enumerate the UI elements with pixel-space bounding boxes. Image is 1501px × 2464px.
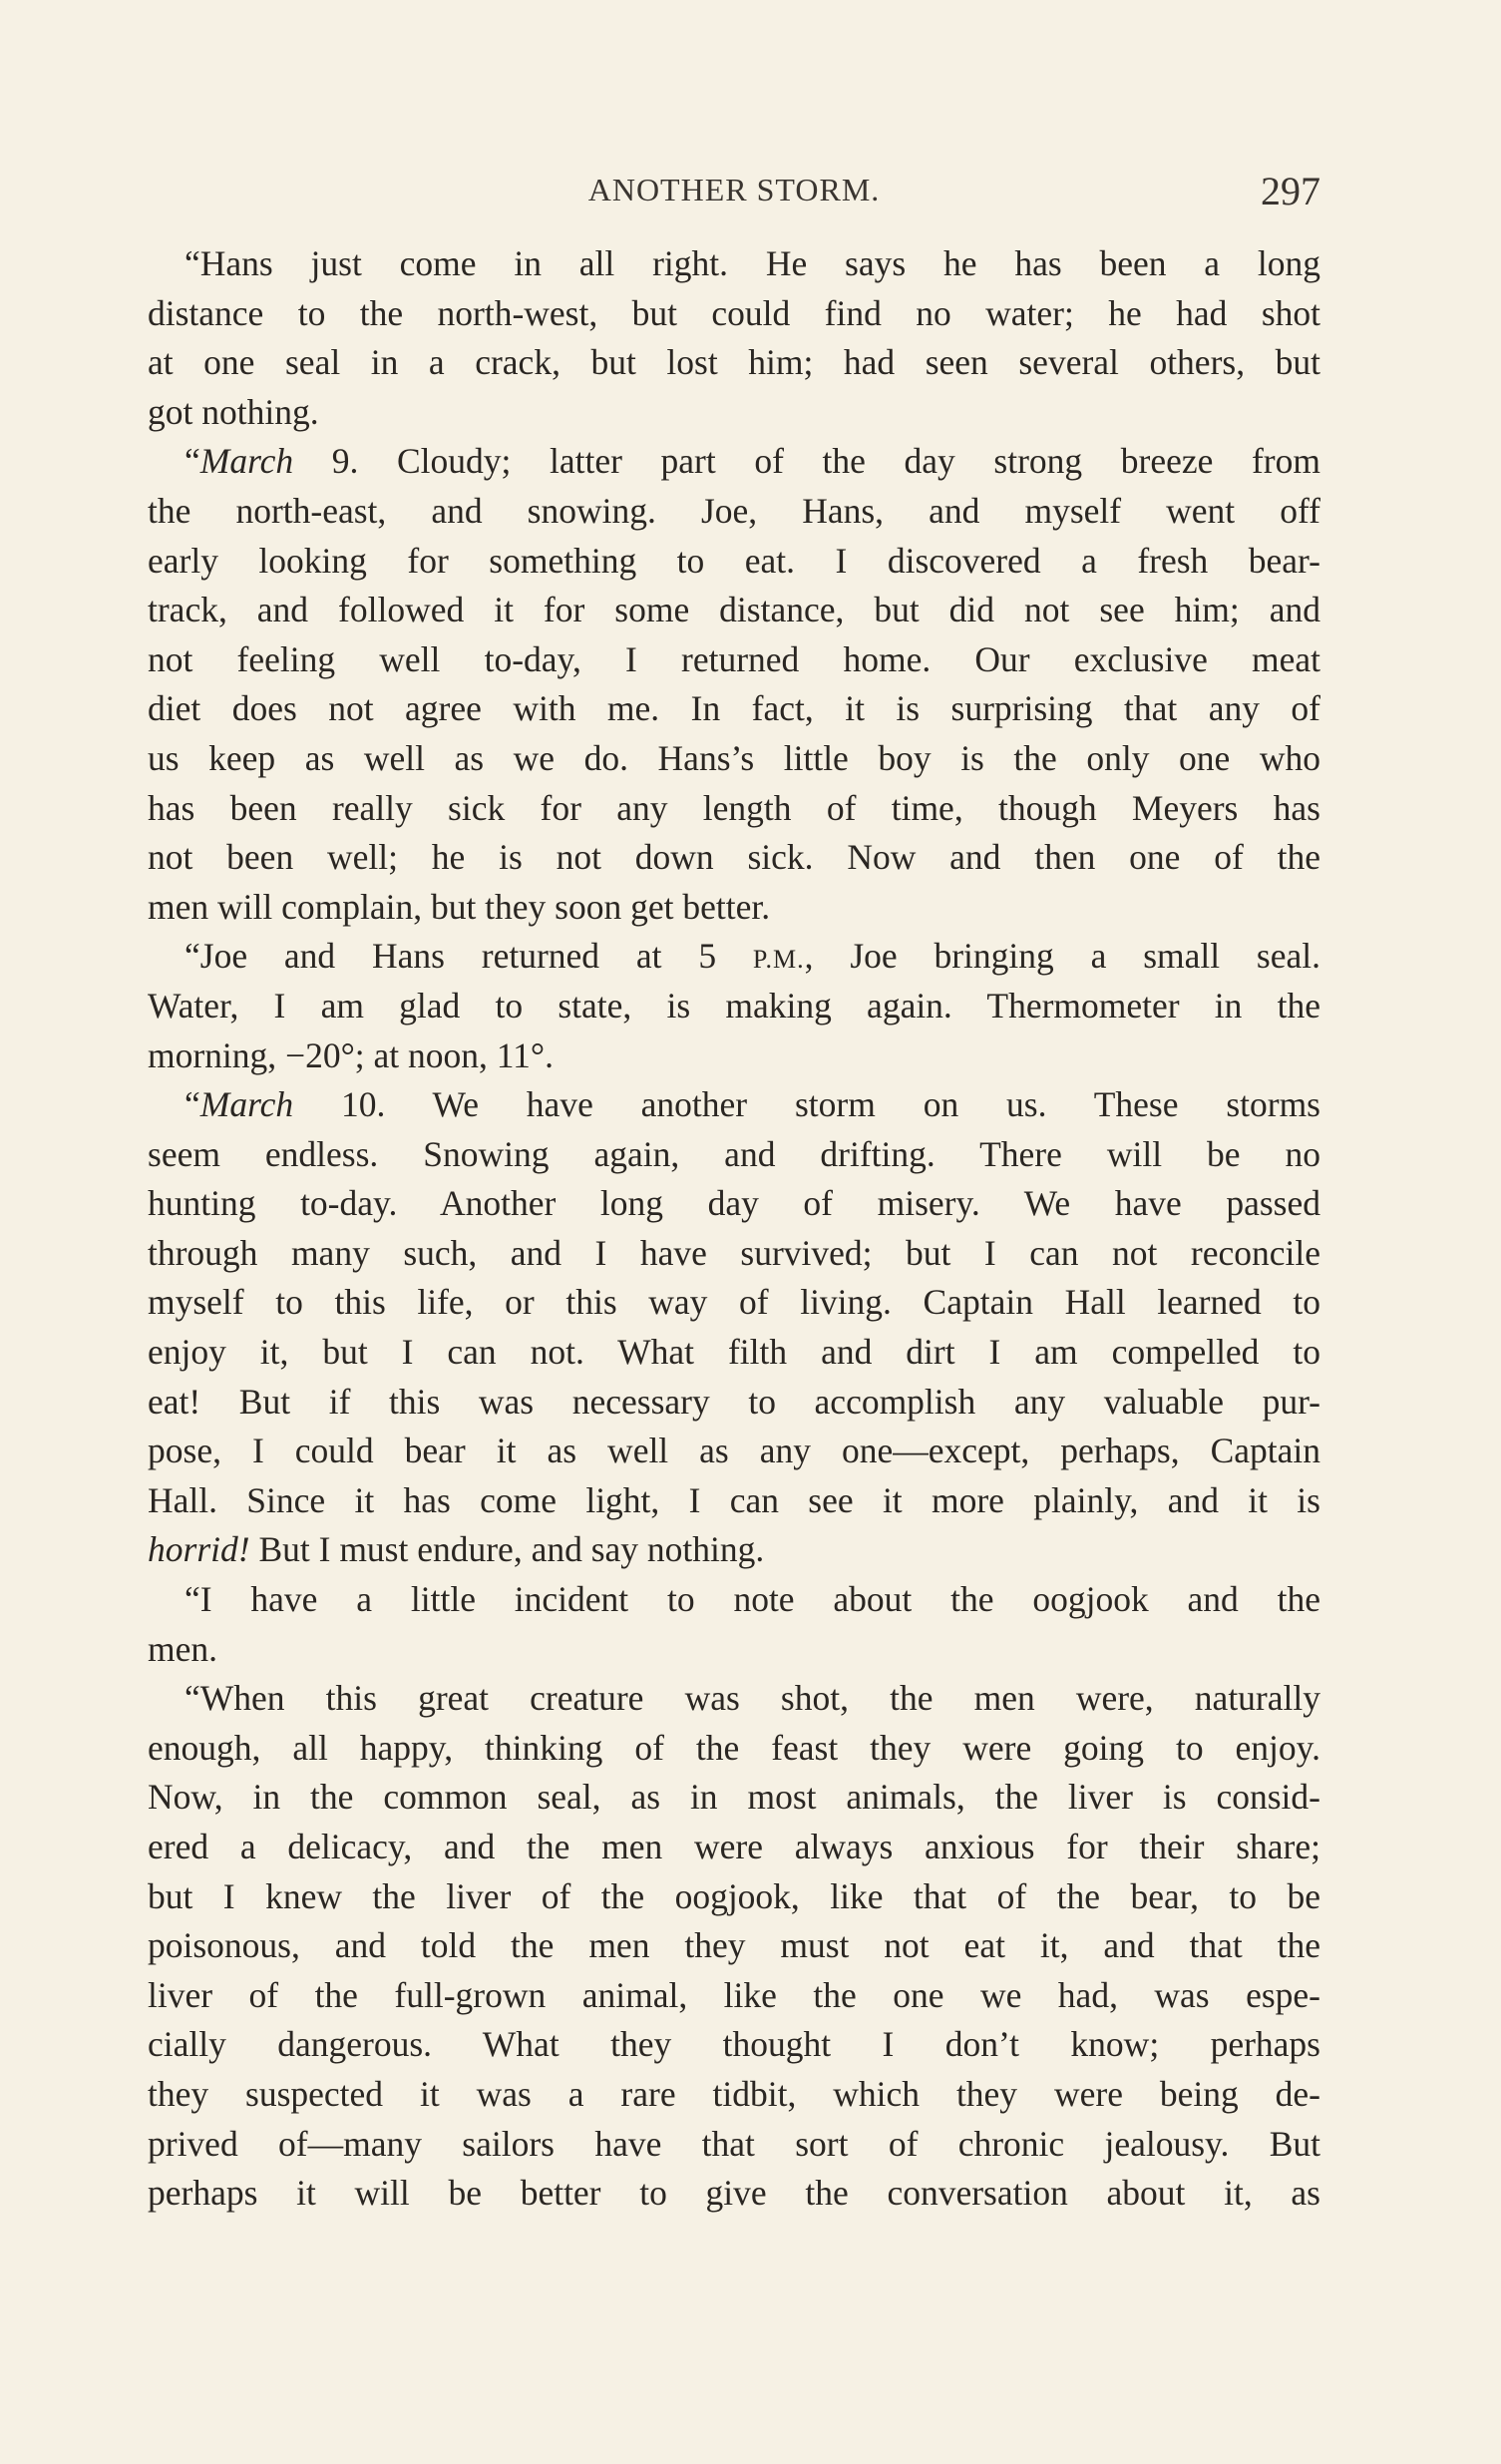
- text-line: poisonous, and told the men they must not eat it, and that the: [148, 1925, 1320, 1966]
- text-line: liver of the full-grown animal, like the one we had, was espe-: [148, 1974, 1320, 2015]
- text-line: “Hans just come in all right. He says he has been a long: [185, 243, 1320, 283]
- text-line: not feeling well to-day, I returned home. Our exclusive meat: [148, 638, 1320, 679]
- text-line: through many such, and I have survived; but I can not reconcile: [148, 1232, 1320, 1273]
- text-line: ered a delicacy, and the men were always anxious for their share;: [148, 1827, 1320, 1866]
- time-abbrev: P.M.: [752, 945, 805, 975]
- text-line: [148, 437, 1320, 487]
- text-line: men will complain, but they soon get better.: [148, 886, 771, 927]
- text-line: but I knew the liver of the oogjook, like that of the bear, to be: [148, 1875, 1320, 1916]
- entry-date: March: [199, 441, 294, 482]
- text-line: [148, 1525, 1320, 1575]
- text-line: Hall. Since it has come light, I can see it more plainly, and it is: [148, 1479, 1320, 1520]
- text-line: Water, I am glad to state, is making again. Thermometer in the: [148, 985, 1320, 1026]
- running-title: ANOTHER STORM.: [587, 172, 881, 207]
- text-line: prived of—many sailors have that sort of chronic jealousy. But: [148, 2123, 1320, 2164]
- text-line: not been well; he is not down sick. Now and then one of the: [148, 837, 1320, 878]
- text-line: enough, all happy, thinking of the feast they were going to enjoy.: [148, 1727, 1320, 1768]
- text-line: the north-east, and snowing. Joe, Hans, and myself went off: [148, 490, 1320, 531]
- text-line: at one seal in a crack, but lost him; had seen several others, but: [148, 342, 1320, 383]
- text-line: Now, in the common seal, as in most animals, the liver is consid-: [148, 1777, 1320, 1818]
- text-line: cially dangerous. What they thought I don’t know; perhaps: [148, 2024, 1320, 2065]
- text-line: “I have a little incident to note about the oogjook and the: [185, 1579, 1320, 1620]
- text-line: early looking for something to eat. I discovered a fresh bear-: [148, 540, 1320, 581]
- line-rest: 10. We have another storm on us. These storms: [293, 1084, 1320, 1125]
- line-prefix: “Joe and Hans returned at 5: [185, 936, 753, 977]
- text-line: myself to this life, or this way of living. Captain Hall learned to: [148, 1282, 1320, 1323]
- line-rest: , Joe bringing a small seal.: [804, 936, 1321, 977]
- line-prefix: “: [185, 441, 200, 482]
- line-rest: 9. Cloudy; latter part of the day strong breeze from: [293, 441, 1320, 482]
- page-header: [148, 168, 1320, 217]
- text-line: track, and followed it for some distance, but did not see him; and: [148, 590, 1320, 630]
- text-line: diet does not agree with me. In fact, it is surprising that any of: [148, 688, 1320, 729]
- text-line: pose, I could bear it as well as any one—except, perhaps, Captain: [148, 1431, 1320, 1471]
- entry-date: March: [199, 1084, 294, 1125]
- line-rest: But I must endure, and say nothing.: [249, 1529, 765, 1570]
- text-line: eat! But if this was necessary to accomplish any valuable pur-: [148, 1381, 1320, 1422]
- text-line: they suspected it was a rare tidbit, which they were being de-: [148, 2073, 1320, 2114]
- text-line: morning, −20°; at noon, 11°.: [148, 1034, 555, 1075]
- text-line: has been really sick for any length of time, though Meyers has: [148, 787, 1320, 828]
- text-line: perhaps it will be better to give the conversation about it, as: [148, 2173, 1320, 2214]
- text-line: seem endless. Snowing again, and drifting. There will be no: [148, 1133, 1320, 1174]
- line-prefix: “: [185, 1084, 200, 1125]
- text-line: distance to the north-west, but could find no water; he had shot: [148, 292, 1320, 333]
- text-line: got nothing.: [148, 391, 319, 432]
- body-text: [148, 239, 1320, 2219]
- emphasis: horrid!: [148, 1529, 250, 1570]
- text-line: us keep as well as we do. Hans’s little boy is the only one who: [148, 737, 1320, 778]
- text-line: [148, 1080, 1320, 1130]
- text-line: hunting to-day. Another long day of misery. We have passed: [148, 1183, 1320, 1224]
- text-line: enjoy it, but I can not. What filth and dirt I am compelled to: [148, 1332, 1320, 1373]
- text-line: “When this great creature was shot, the men were, naturally: [185, 1678, 1320, 1719]
- text-line: [148, 932, 1320, 982]
- text-line: men.: [148, 1628, 217, 1669]
- page-number: 297: [1261, 169, 1320, 213]
